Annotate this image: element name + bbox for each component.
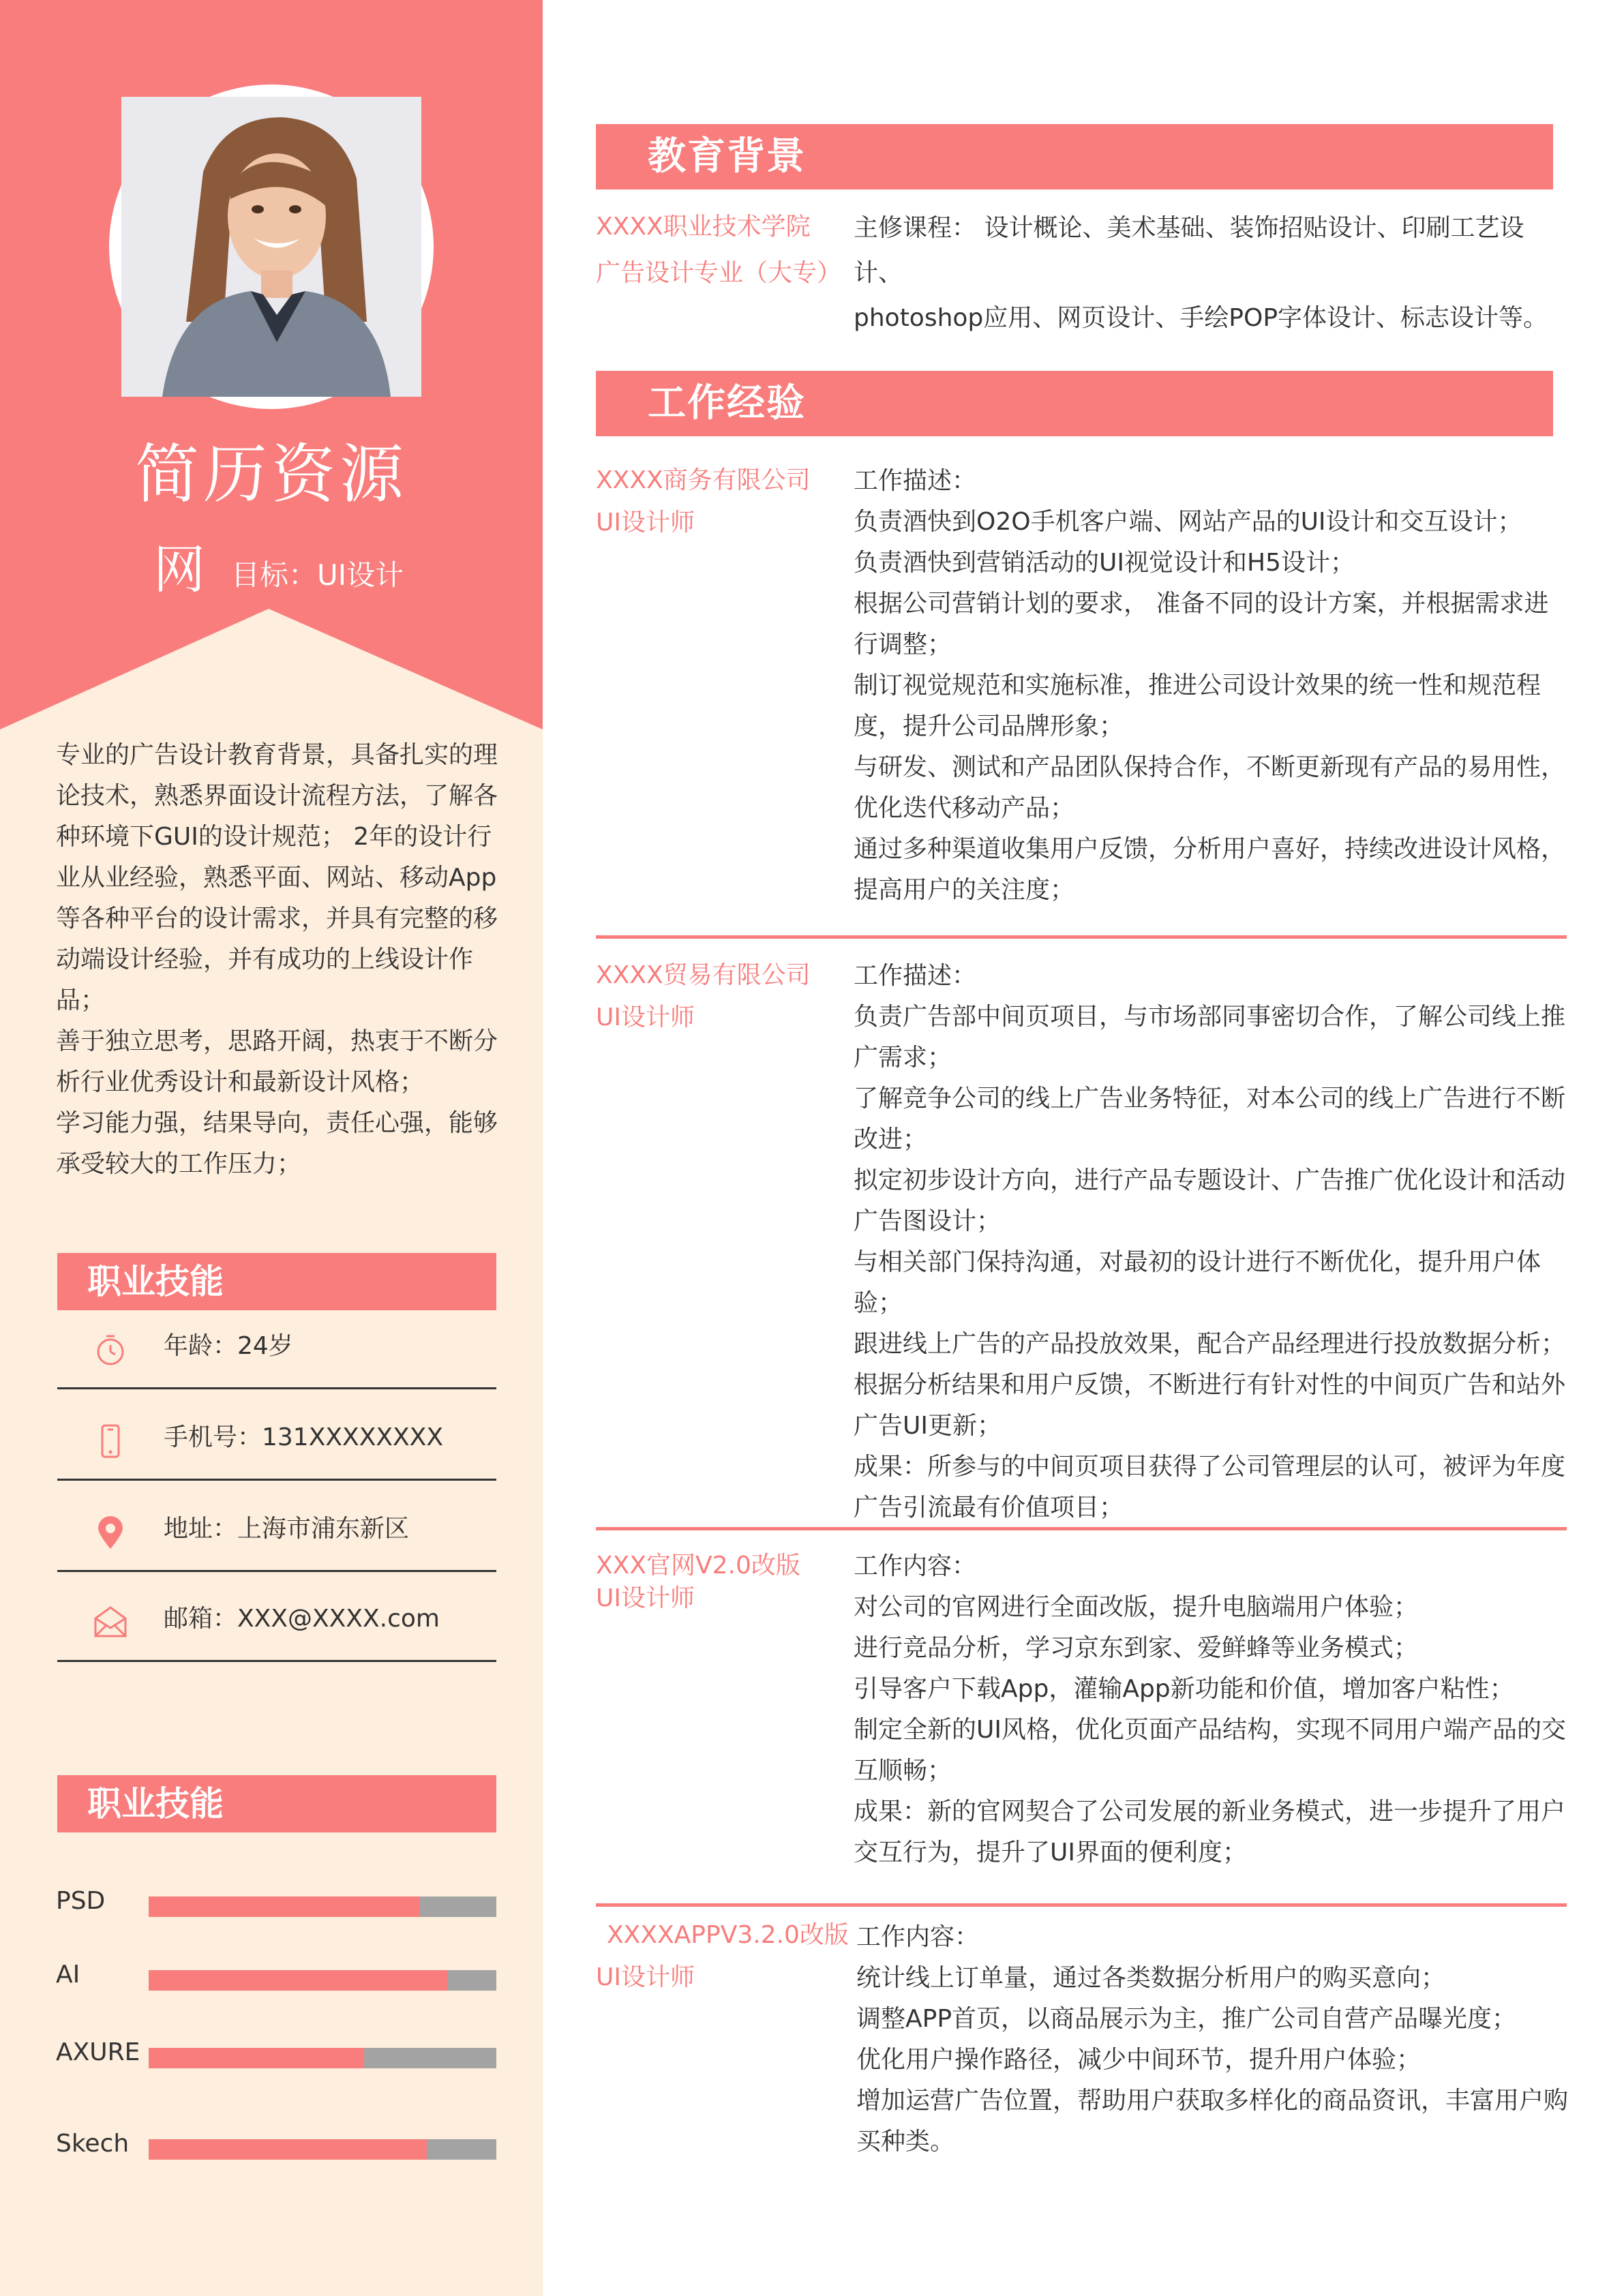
email-text: 邮箱：XXX@XXXX.com xyxy=(164,1605,440,1633)
avatar xyxy=(121,97,421,397)
job-line: 成果：新的官网契合了公司发展的新业务模式，进一步提升了用户交互行为，提升了UI界面的便利度； xyxy=(854,1798,1566,1867)
job-line: 与相关部门保持沟通，对最初的设计进行不断优化，提升用户体验； xyxy=(854,1248,1542,1317)
work-heading: 工作经验 xyxy=(596,371,1553,436)
skill-bar xyxy=(149,1970,496,1991)
job-company: XXXX贸易有限公司 xyxy=(596,961,811,989)
skill-bar xyxy=(149,2048,496,2068)
skill-name: Skech xyxy=(56,2130,130,2158)
education-heading: 教育背景 xyxy=(596,124,1553,190)
profile-summary xyxy=(56,735,499,1185)
skill-bar-fill xyxy=(149,1897,420,1917)
job-line: 工作内容： xyxy=(856,1923,980,1951)
summary-paragraph: 善于独立思考，思路开阔，热衷于不断分析行业优秀设计和最新设计风格； xyxy=(56,1027,498,1096)
skill-bar-fill xyxy=(149,2048,364,2068)
job-line: 调整APP首页，以商品展示为主，推广公司自营产品曝光度； xyxy=(856,2005,1517,2033)
job-line: 制定全新的UI风格，优化页面产品结构，实现不同用户端产品的交互顺畅； xyxy=(854,1716,1566,1785)
job-description xyxy=(854,956,1569,1528)
job-line: 成果：所参与的中间页项目获得了公司管理层的认可，被评为年度广告引流最有价值项目； xyxy=(854,1453,1566,1522)
skill-skech xyxy=(56,2127,496,2168)
job-line: 制订视觉规范和实施标准，推进公司设计效果的统一性和规范程度，提升公司品牌形象； xyxy=(854,671,1542,740)
job-line: 根据公司营销计划的要求， 准备不同的设计方案，并根据需求进行调整； xyxy=(854,590,1549,659)
job-line: 拟定初步设计方向，进行产品专题设计、广告推广优化设计和活动广告图设计； xyxy=(854,1166,1566,1235)
job-title: UI设计师 xyxy=(596,1003,695,1031)
skill-bar-fill xyxy=(149,2139,427,2160)
avatar-ring xyxy=(109,85,434,409)
job-line: 优化用户操作路径，减少中间环节，提升用户体验； xyxy=(856,2046,1422,2074)
job-line: 根据分析结果和用户反馈，不断进行有针对性的中间页广告和站外广告UI更新； xyxy=(854,1371,1566,1440)
skill-name: AI xyxy=(56,1961,80,1989)
course-line: 主修课程： 设计概论、美术基础、装饰招贴设计、印刷工艺设计、 xyxy=(854,214,1524,287)
skill-axure xyxy=(56,2036,496,2076)
info-row-phone xyxy=(57,1389,496,1481)
job-description xyxy=(856,1917,1572,2162)
job-target-line xyxy=(153,528,404,600)
skill-bar xyxy=(149,1897,496,1917)
info-row-address xyxy=(57,1481,496,1572)
job-line: 负责广告部中间页项目，与市场部同事密切合作，了解公司线上推广需求； xyxy=(854,1003,1566,1072)
skills-heading: 职业技能 xyxy=(57,1775,496,1832)
job-company: XXX官网V2.0改版 xyxy=(596,1552,800,1580)
job-target: 目标：UI设计 xyxy=(231,558,404,592)
courses xyxy=(854,206,1569,341)
job-line: 了解竞争公司的线上广告业务特征，对本公司的线上广告进行不断改进； xyxy=(854,1085,1566,1153)
job-line: 通过多种渠道收集用户反馈，分析用户喜好，持续改进设计风格，提高用户的关注度； xyxy=(854,835,1566,904)
skill-bar-fill xyxy=(149,1970,448,1991)
job-line: 与研发、测试和产品团队保持合作，不断更新现有产品的易用性，优化迭代移动产品； xyxy=(854,753,1566,822)
job-target-prefix: 网 xyxy=(153,539,205,600)
job-divider xyxy=(596,935,1567,939)
mail-icon xyxy=(93,1605,128,1640)
job-line: 增加运营广告位置，帮助用户获取多样化的商品资讯，丰富用户购买种类。 xyxy=(856,2087,1569,2156)
job-title: UI设计师 xyxy=(596,1584,695,1612)
skill-bar xyxy=(149,2139,496,2160)
phone-icon xyxy=(93,1423,128,1459)
job-line: 统计线上订单量，通过各类数据分析用户的购买意向； xyxy=(856,1964,1446,1992)
skill-name: AXURE xyxy=(56,2038,140,2066)
info-row-email xyxy=(57,1571,496,1662)
skill-ai xyxy=(56,1958,496,1999)
job-line: 工作内容： xyxy=(854,1552,977,1580)
job-line: 进行竞品分析，学习京东到家、爱鲜蜂等业务模式； xyxy=(854,1634,1419,1662)
job-line: 负责酒快到O2O手机客户端、网站产品的UI设计和交互设计； xyxy=(854,508,1522,536)
sidebar xyxy=(0,0,543,2296)
job-title: UI设计师 xyxy=(596,509,695,537)
job-title: UI设计师 xyxy=(596,1963,695,1991)
skill-name: PSD xyxy=(56,1887,106,1915)
summary-paragraph: 专业的广告设计教育背景，具备扎实的理论技术，熟悉界面设计流程方法，了解各种环境下GUI的设计规范； 2年的设计行业从业经验，熟悉平面、网站、移动App等各种平台的设计需求，并具有完整的移动端设计经验，并有成功的上线设计作品； xyxy=(56,741,498,1014)
phone-text: 手机号：131XXXXXXXX xyxy=(164,1423,444,1451)
info-row-age xyxy=(57,1298,496,1389)
address-text: 地址：上海市浦东新区 xyxy=(164,1515,410,1543)
job-company: XXXXAPPV3.2.0改版 xyxy=(607,1921,849,1949)
candidate-name: 简历资源 xyxy=(134,438,408,512)
job-company: XXXX商务有限公司 xyxy=(596,466,811,494)
location-pin-icon xyxy=(93,1515,128,1550)
summary-paragraph: 学习能力强，结果导向，责任心强，能够承受较大的工作压力； xyxy=(56,1109,498,1178)
job-description xyxy=(854,1546,1569,1873)
major-name: 广告设计专业（大专） xyxy=(596,259,842,287)
age-text: 年龄：24岁 xyxy=(164,1332,293,1360)
job-line: 工作描述： xyxy=(854,467,977,495)
job-line: 负责酒快到营销活动的UI视觉设计和H5设计； xyxy=(854,549,1355,577)
course-line: photoshop应用、网页设计、手绘POP字体设计、标志设计等。 xyxy=(854,304,1548,332)
job-divider xyxy=(596,1903,1567,1907)
timer-icon xyxy=(93,1332,128,1368)
skill-psd xyxy=(56,1884,496,1925)
avatar-photo xyxy=(121,97,421,397)
contact-heading: 职业技能 xyxy=(57,1253,496,1310)
job-description xyxy=(854,461,1569,911)
job-line: 工作描述： xyxy=(854,962,977,990)
school-name: XXXX职业技术学院 xyxy=(596,213,811,241)
job-line: 对公司的官网进行全面改版，提升电脑端用户体验； xyxy=(854,1593,1419,1621)
job-line: 跟进线上广告的产品投放效果，配合产品经理进行投放数据分析； xyxy=(854,1330,1566,1358)
job-line: 引导客户下载App，灌输App新功能和价值，增加客户粘性； xyxy=(854,1675,1514,1703)
job-divider xyxy=(596,1527,1567,1530)
